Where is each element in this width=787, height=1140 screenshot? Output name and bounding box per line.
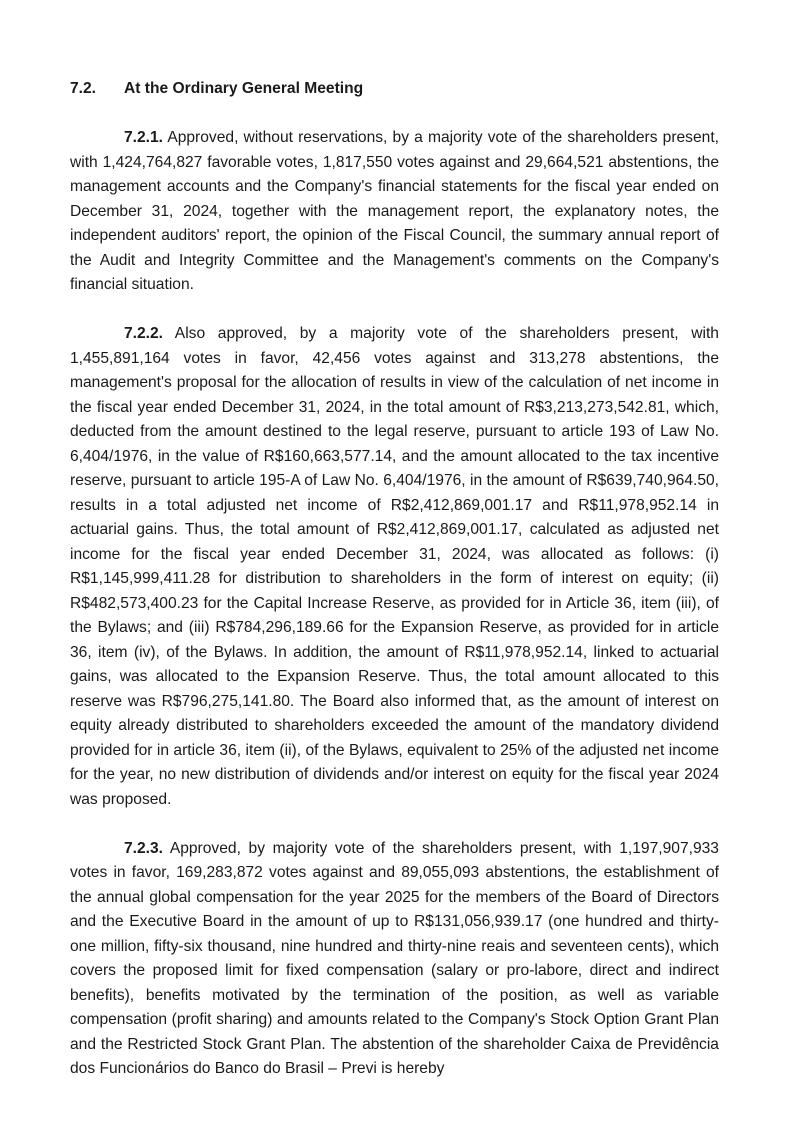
spacer: [70, 812, 719, 837]
paragraph-7-2-3: [70, 837, 719, 1082]
item-text: Approved, by majority vote of the shareholders present, with 1,197,907,933 votes in favor, 169,283,872 votes against and 89,055,093 abstentions, the establishment of the annual global compensation for the year 2025 for the members of the Board of Directors and the Executive Board in the amount of up to R$131,056,939.17 (one hundred and thirty-one million, fifty-six thousand, nine hundred and thirty-nine reais and seventeen cents), which covers the proposed limit for fixed compensation (salary or pro-labore, direct and indirect benefits), benefits motivated by the termination of the position, as well as variable compensation (profit sharing) and amounts related to the Company's Stock Option Grant Plan and the Restricted Stock Grant Plan. The abstention of the shareholder Caixa de Previdência dos Funcionários do Banco do Brasil – Previ is hereby: [70, 839, 719, 1077]
item-text: Approved, without reservations, by a majority vote of the shareholders present, with 1,424,764,827 favorable votes, 1,817,550 votes against and 29,664,521 abstentions, the management accounts and the Company's financial statements for the fiscal year ended on December 31, 2024, together with the management report, the explanatory notes, the independent auditors' report, the opinion of the Fiscal Council, the summary annual report of the Audit and Integrity Committee and the Management's comments on the Company's financial situation.: [70, 129, 719, 293]
spacer: [70, 101, 719, 126]
paragraph-7-2-1: [70, 126, 719, 298]
section-title: At the Ordinary General Meeting: [124, 80, 364, 97]
section-heading: [70, 77, 719, 101]
section-number: 7.2.: [70, 80, 97, 97]
document-page: [70, 77, 719, 1082]
item-number: 7.2.2.: [124, 325, 164, 342]
item-number: 7.2.1.: [124, 129, 164, 146]
item-number: 7.2.3.: [124, 839, 164, 857]
paragraph-7-2-2: [70, 322, 719, 812]
spacer: [70, 298, 719, 323]
item-text: Also approved, by a majority vote of the shareholders present, with 1,455,891,164 votes in favor, 42,456 votes against and 313,278 abstentions, the management's proposal for the allocation of results in view of the calculation of net income in the fiscal year ended December 31, 2024, in the total amount of R$3,213,273,542.81, which, deducted from the amount destined to the legal reserve, pursuant to article 193 of Law No. 6,404/1976, in the value of R$160,663,577.14, and the amount allocated to the tax incentive reserve, pursuant to article 195-A of Law No. 6,404/1976, in the amount of R$639,740,964.50, results in a total adjusted net income of R$2,412,869,001.17 and R$11,978,952.14 in actuarial gains. Thus, the total amount of R$2,412,869,001.17, calculated as adjusted net income for the fiscal year ended December 31, 2024, was allocated as follows: (i) R$1,145,999,411.28 for distribution to shareholders in the form of interest on equity; (ii) R$482,573,400.23 for the Capital Increase Reserve, as provided for in Article 36, item (iii), of the Bylaws; and (iii) R$784,296,189.66 for the Expansion Reserve, as provided for in article 36, item (iv), of the Bylaws. In addition, the amount of R$11,978,952.14, linked to actuarial gains, was allocated to the Expansion Reserve. Thus, the total amount allocated to this reserve was R$796,275,141.80. The Board also informed that, as the amount of interest on equity already distributed to shareholders exceeded the amount of the mandatory dividend provided for in article 36, item (ii), of the Bylaws, equivalent to 25% of the adjusted net income for the year, no new distribution of dividends and/or interest on equity for the fiscal year 2024 was proposed.: [70, 325, 719, 808]
